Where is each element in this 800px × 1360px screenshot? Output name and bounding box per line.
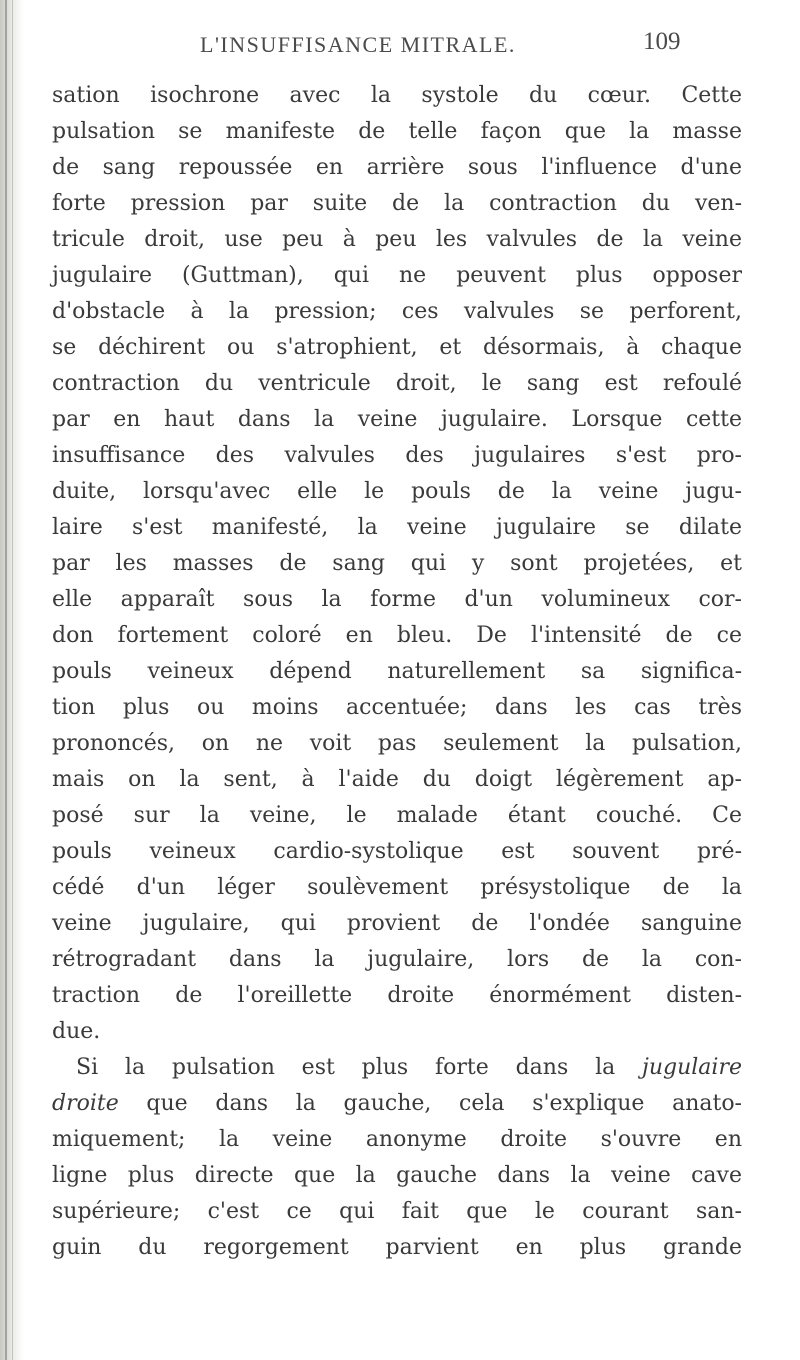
text-span: que dans la gauche, cela s'explique anato- <box>118 1091 742 1116</box>
running-title: L'INSUFFISANCE MITRALE. <box>200 32 516 57</box>
text-span: Si la pulsation est plus forte dans la <box>76 1055 643 1080</box>
text-line: veine jugulaire, qui provient de l'ondée sanguine <box>52 911 742 936</box>
text-line: se déchirent ou s'atrophient, et désormais, à chaque <box>52 335 742 360</box>
text-line: due. <box>52 1019 101 1044</box>
text-line: supérieure; c'est ce qui fait que le courant san- <box>52 1199 742 1224</box>
text-line: posé sur la veine, le malade étant couché. Ce <box>52 803 742 828</box>
text-line: rétrogradant dans la jugulaire, lors de la con- <box>52 947 742 972</box>
text-line: ligne plus directe que la gauche dans la veine cave <box>52 1163 742 1188</box>
text-line: don fortement coloré en bleu. De l'intensité de ce <box>52 623 742 648</box>
text-line: d'obstacle à la pression; ces valvules se perforent, <box>52 299 742 324</box>
text-line: pouls veineux dépend naturellement sa significa- <box>52 659 742 684</box>
text-line: par en haut dans la veine jugulaire. Lorsque cette <box>52 407 742 432</box>
binding-edge-line-inner <box>12 0 13 1360</box>
italic-term: jugulaire <box>642 1055 742 1080</box>
text-line: traction de l'oreillette droite énormément disten- <box>52 983 742 1008</box>
text-line: elle apparaît sous la forme d'un volumineux cor- <box>52 587 742 612</box>
text-line: contraction du ventricule droit, le sang est refoulé <box>52 371 742 396</box>
text-line: par les masses de sang qui y sont projetées, et <box>52 551 742 576</box>
text-line: prononcés, on ne voit pas seulement la pulsation, <box>52 731 742 756</box>
text-line: miquement; la veine anonyme droite s'ouvre en <box>52 1127 742 1152</box>
text-line: mais on la sent, à l'aide du doigt légèrement ap- <box>52 767 742 792</box>
page-number: 109 <box>643 28 681 55</box>
text-line <box>52 1086 742 1122</box>
text-line <box>52 1050 742 1086</box>
text-line: de sang repoussée en arrière sous l'influence d'une <box>52 155 742 180</box>
body-text <box>52 78 742 1266</box>
text-line: cédé d'un léger soulèvement présystolique de la <box>52 875 742 900</box>
text-line: duite, lorsqu'avec elle le pouls de la veine jugu- <box>52 479 742 504</box>
text-line: insuffisance des valvules des jugulaires s'est pro- <box>52 443 742 468</box>
text-line: pulsation se manifeste de telle façon que la masse <box>52 119 742 144</box>
binding-edge-line <box>5 0 7 1360</box>
text-line: jugulaire (Guttman), qui ne peuvent plus opposer <box>52 263 742 288</box>
italic-term: droite <box>52 1091 119 1116</box>
text-line: tricule droit, use peu à peu les valvules de la veine <box>52 227 742 252</box>
text-line: tion plus ou moins accentuée; dans les cas très <box>52 695 742 720</box>
text-line: laire s'est manifesté, la veine jugulaire se dilate <box>52 515 742 540</box>
text-line: guin du regorgement parvient en plus grande <box>52 1235 742 1260</box>
text-line: forte pression par suite de la contraction du ven- <box>52 191 742 216</box>
text-line: pouls veineux cardio-systolique est souvent pré- <box>52 839 742 864</box>
text-line: sation isochrone avec la systole du cœur. Cette <box>52 83 742 108</box>
